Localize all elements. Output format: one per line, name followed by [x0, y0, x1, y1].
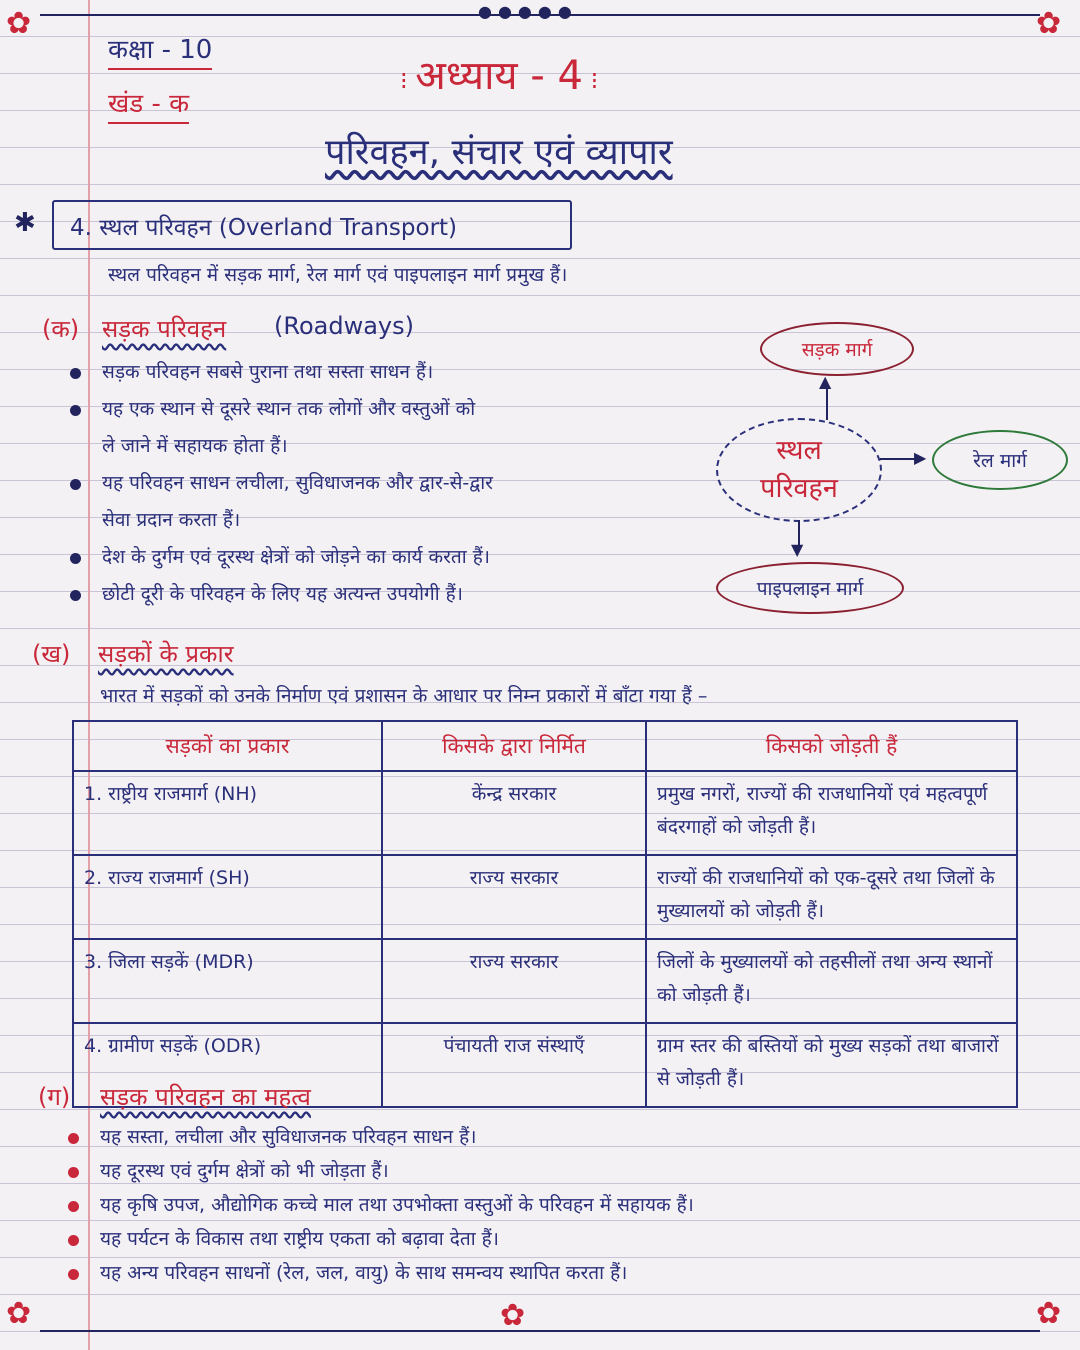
ka-point: यह परिवहन साधन लचीला, सुविधाजनक और द्वार-से-द्वार	[102, 472, 493, 494]
bullet	[68, 1201, 79, 1212]
section-kha-marker: (ख)	[32, 640, 71, 668]
table-header: किसके द्वारा निर्मित	[382, 721, 646, 771]
ga-point: यह पर्यटन के विकास तथा राष्ट्रीय एकता को बढ़ावा देता हैं।	[100, 1228, 499, 1250]
ga-point: यह कृषि उपज, औद्योगिक कच्चे माल तथा उपभोक्ता वस्तुओं के परिवहन में सहायक हैं।	[100, 1194, 694, 1216]
ka-point: सड़क परिवहन सबसे पुराना तथा सस्ता साधन हैं।	[102, 361, 434, 383]
bullet	[68, 1235, 79, 1246]
ka-point: यह एक स्थान से दूसरे स्थान तक लोगों और वस्तुओं को	[102, 398, 476, 420]
flower-icon: ✿	[6, 1296, 32, 1331]
arrow-up-icon: ▲	[819, 372, 832, 391]
chapter-title: परिवहन, संचार एवं व्यापार	[325, 132, 673, 173]
roads-table	[72, 720, 1018, 1108]
table-cell: राज्य सरकार	[382, 855, 646, 939]
diagram-center: स्थल परिवहन	[760, 435, 838, 504]
table-cell: 2. राज्य राजमार्ग (SH)	[73, 855, 382, 939]
table-cell: पंचायती राज संस्थाएँ	[382, 1023, 646, 1107]
section-ga-title: सड़क परिवहन का महत्व	[100, 1083, 311, 1111]
bullet	[70, 553, 81, 564]
bullet	[70, 405, 81, 416]
bullet	[70, 368, 81, 379]
asterisk-icon: ✱	[14, 208, 36, 238]
section-label: खंड - क	[108, 84, 189, 124]
bullet	[68, 1167, 79, 1178]
section-kha-intro: भारत में सड़कों को उनके निर्माण एवं प्रशासन के आधार पर निम्न प्रकारों में बाँटा गया हैं –	[100, 685, 708, 707]
flower-icon: ✿	[1036, 1296, 1062, 1331]
table-cell: केंन्द्र सरकार	[382, 771, 646, 855]
section-ka-title: सड़क परिवहन	[102, 315, 227, 343]
table-cell: 3. जिला सड़कें (MDR)	[73, 939, 382, 1023]
table-row	[73, 771, 1017, 855]
ga-point: यह अन्य परिवहन साधनों (रेल, जल, वायु) के साथ समन्वय स्थापित करता हैं।	[100, 1262, 628, 1284]
table-row	[73, 855, 1017, 939]
topic-heading-box	[52, 200, 572, 250]
table-cell: राज्य सरकार	[382, 939, 646, 1023]
diagram-center-cloud	[716, 418, 882, 522]
bullet	[68, 1269, 79, 1280]
ka-point-cont: ले जाने में सहायक होता हैं।	[102, 435, 288, 457]
bullet	[68, 1133, 79, 1144]
topic-intro: स्थल परिवहन में सड़क मार्ग, रेल मार्ग एवं पाइपलाइन मार्ग प्रमुख हैं।	[108, 264, 568, 286]
bullet	[70, 590, 81, 601]
diagram-right-oval: रेल मार्ग	[932, 430, 1068, 490]
arrow-down-icon: ▼	[791, 540, 804, 559]
table-cell: 4. ग्रामीण सड़कें (ODR)	[73, 1023, 382, 1107]
table-header: सड़कों का प्रकार	[73, 721, 382, 771]
arrow-right-icon: ▶	[914, 448, 927, 467]
table-row	[73, 939, 1017, 1023]
ka-point: देश के दुर्गम एवं दूरस्थ क्षेत्रों को जोड़ने का कार्य करता हैं।	[102, 546, 490, 568]
chapter-number: ⁝ अध्याय - 4 ⁝	[400, 53, 599, 99]
bottom-border	[40, 1330, 1040, 1332]
diagram-bottom-oval: पाइपलाइन मार्ग	[716, 562, 904, 614]
section-ka-title-en: (Roadways)	[274, 312, 414, 340]
arrow-up	[826, 386, 828, 420]
section-ga-marker: (ग)	[38, 1083, 71, 1111]
table-cell: ग्राम स्तर की बस्तियों को मुख्य सड़कों तथा बाजारों से जोड़ती हैं।	[646, 1023, 1017, 1107]
chapter-text: अध्याय - 4	[415, 53, 583, 99]
flower-icon: ✿	[6, 6, 32, 41]
table-cell: 1. राष्ट्रीय राजमार्ग (NH)	[73, 771, 382, 855]
table-cell: प्रमुख नगरों, राज्यों की राजधानियों एवं महत्वपूर्ण बंदरगाहों को जोड़ती हैं।	[646, 771, 1017, 855]
flower-icon: ✿	[500, 1298, 526, 1333]
table-header: किसको जोड़ती हैं	[646, 721, 1017, 771]
top-dots: ●●●●●	[478, 2, 578, 21]
section-ka-marker: (क)	[42, 315, 80, 343]
table-cell: राज्यों की राजधानियों को एक-दूसरे तथा जिलों के मुख्यालयों को जोड़ती हैं।	[646, 855, 1017, 939]
flower-icon: ✿	[1036, 6, 1062, 41]
bullet	[70, 479, 81, 490]
diagram-top-oval: सड़क मार्ग	[760, 322, 914, 376]
ka-point: छोटी दूरी के परिवहन के लिए यह अत्यन्त उपयोगी हैं।	[102, 583, 463, 605]
class-label: कक्षा - 10	[108, 30, 212, 70]
table-cell: जिलों के मुख्यालयों को तहसीलों तथा अन्य स्थानों को जोड़ती हैं।	[646, 939, 1017, 1023]
topic-heading: 4. स्थल परिवहन (Overland Transport)	[70, 215, 458, 241]
table-header-row	[73, 721, 1017, 771]
ka-point-cont: सेवा प्रदान करता हैं।	[102, 509, 241, 531]
ga-point: यह सस्ता, लचीला और सुविधाजनक परिवहन साधन हैं।	[100, 1126, 477, 1148]
section-kha-title: सड़कों के प्रकार	[98, 640, 234, 668]
ga-point: यह दूरस्थ एवं दुर्गम क्षेत्रों को भी जोड़ता हैं।	[100, 1160, 389, 1182]
